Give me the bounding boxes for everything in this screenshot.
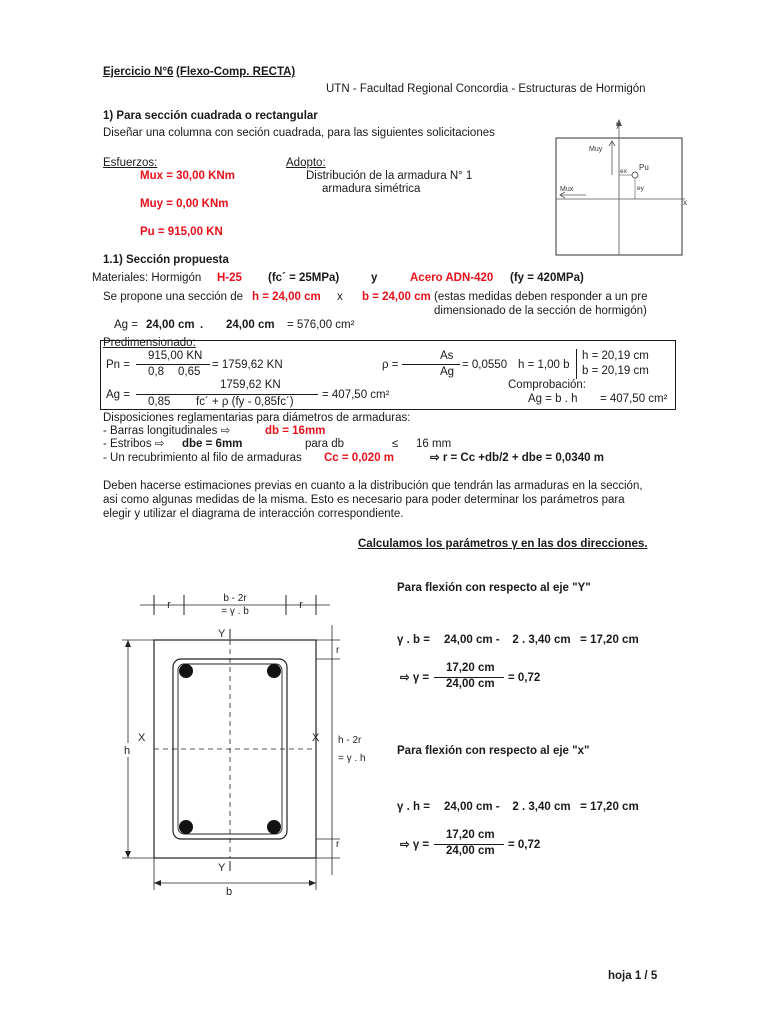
flex-y-result: = 0,72 — [508, 672, 541, 684]
pu-point — [632, 172, 638, 178]
X-right-label: X — [312, 732, 320, 744]
exercise-subtitle: (Flexo-Comp. RECTA) — [176, 66, 296, 78]
rho-label: ρ = — [382, 359, 399, 371]
section11-heading: 1.1) Sección propuesta — [103, 254, 229, 266]
r-top-left: r — [167, 599, 171, 611]
r-right-top: r — [336, 645, 340, 656]
predim-title: Predimensionado: — [103, 337, 196, 349]
ex-label: ex — [620, 168, 627, 175]
comprobacion-result: = 407,50 cm² — [600, 393, 668, 405]
flex-x-title: Para flexión con respecto al eje "x" — [397, 745, 590, 757]
flex-x-denominator: 24,00 cm — [446, 845, 495, 857]
comprobacion-label: Comprobación: — [508, 379, 586, 391]
flex-x-eq: 24,00 cm - 2 . 3,40 cm = 17,20 cm — [444, 801, 639, 813]
column-section-diagram — [100, 585, 380, 900]
barras-label: - Barras longitudinales ⇨ — [103, 425, 231, 437]
times-sign: x — [337, 291, 343, 303]
section1-heading: 1) Para sección cuadrada o rectangular — [103, 110, 318, 122]
fy-value: (fy = 420MPa) — [510, 272, 584, 284]
propone-label: Se propone una sección de — [103, 291, 244, 303]
flex-y-eq-label: γ . b = — [397, 634, 430, 646]
disposiciones-title: Disposiciones reglamentarias para diámetros de armaduras: — [103, 412, 411, 424]
paragraph-line3: elegir y utilizar el diagrama de interacción correspondiente. — [103, 508, 404, 520]
b-proposed: b = 24,00 cm — [362, 291, 431, 303]
b-result: b = 20,19 cm — [582, 365, 649, 377]
materiales-label: Materiales: Hormigón — [92, 272, 202, 284]
le-sign: ≤ — [392, 438, 399, 450]
h-arrow-bottom — [125, 851, 131, 858]
rebar-bottom-right — [267, 820, 281, 834]
mux-value: Mux = 30,00 KNm — [140, 170, 235, 182]
h-proposed: h = 24,00 cm — [252, 291, 321, 303]
cc-value: Cc = 0,020 m — [324, 452, 395, 464]
ag-dim-b: 24,00 cm — [226, 319, 275, 331]
flex-x-gamma-label: ⇨ γ = — [400, 839, 430, 851]
h2r-label: h - 2r — [338, 735, 362, 746]
Y-top-label: Y — [218, 628, 226, 640]
hb-relation: h = 1,00 b — [518, 359, 570, 371]
b-label: b — [226, 886, 233, 898]
comprobacion-eq: Ag = b . h — [528, 393, 578, 405]
db-limit: 16 mm — [416, 438, 452, 450]
r-equation: ⇨ r = Cc +db/2 + dbe = 0,0340 m — [430, 452, 604, 464]
ag-label: Ag = — [114, 319, 138, 331]
adopto-line2: armadura simétrica — [322, 183, 421, 195]
Y-bottom-label: Y — [218, 862, 226, 874]
b-arrow-left — [154, 880, 161, 886]
r-right-bottom: r — [336, 839, 340, 850]
esfuerzos-label: Esfuerzos: — [103, 157, 158, 169]
section1-intro: Diseñar una columna con seción cuadrada, para las siguientes solicitaciones — [103, 127, 495, 139]
flex-x-result: = 0,72 — [508, 839, 541, 851]
muy-diagram-label: Muy — [589, 146, 603, 153]
flex-x-numerator: 17,20 cm — [446, 829, 495, 841]
ag-den-a: 0,85 — [148, 396, 171, 408]
ag-numerator: 1759,62 KN — [220, 379, 281, 391]
flex-y-gamma-label: ⇨ γ = — [400, 672, 430, 684]
db-value: db = 16mm — [265, 425, 326, 437]
exercise-title: Ejercicio N°6 — [103, 66, 174, 78]
ag-dim-a: 24,00 cm — [146, 319, 195, 331]
pn-label: Pn = — [106, 359, 130, 371]
adopto-label: Adopto: — [286, 157, 326, 169]
institution: UTN - Facultad Regional Concordia - Estructuras de Hormigón — [326, 83, 646, 95]
r-top-right: r — [299, 599, 303, 611]
rebar-bottom-left — [179, 820, 193, 834]
h-arrow-top — [125, 640, 131, 647]
concrete-grade: H-25 — [217, 272, 242, 284]
moment-axes-diagram — [540, 115, 700, 265]
ey-label: ey — [637, 185, 644, 192]
hb-brace — [576, 349, 577, 379]
note-line1: (estas medidas deben responder a un pre — [434, 291, 648, 303]
b2r-label: b - 2r — [223, 593, 247, 604]
recubrimiento-label: - Un recubrimiento al filo de armaduras — [103, 452, 302, 464]
paragraph-line1: Deben hacerse estimaciones previas en cuanto a la distribución que tendrán las armaduras en la sección, — [103, 480, 643, 492]
estribos-label: - Estribos ⇨ — [103, 438, 165, 450]
ag-result: = 576,00 cm² — [287, 319, 355, 331]
flex-y-eq: 24,00 cm - 2 . 3,40 cm = 17,20 cm — [444, 634, 639, 646]
h-label: h — [124, 745, 131, 757]
fc-value: (fc´ = 25MPa) — [268, 272, 340, 284]
ag-den-b: fc´ + ρ (fy - 0,85fc´) — [196, 396, 294, 408]
X-left-label: X — [138, 732, 146, 744]
rebar-top-right — [267, 664, 281, 678]
adopto-line1: Distribución de la armadura N° 1 — [306, 170, 473, 182]
h-result: h = 20,19 cm — [582, 350, 649, 362]
pu-value: Pu = 915,00 KN — [140, 226, 223, 238]
b-arrow-right — [309, 880, 316, 886]
rho-denominator: Ag — [440, 366, 455, 378]
page-number: hoja 1 / 5 — [608, 970, 658, 982]
and-label: y — [371, 272, 378, 284]
pu-diagram-label: Pu — [639, 163, 649, 172]
pn-den-b: 0,65 — [178, 366, 201, 378]
pn-fraction-bar — [136, 364, 210, 365]
y-axis-label: y — [616, 120, 620, 129]
ag-predim-result: = 407,50 cm² — [322, 389, 390, 401]
steel-grade: Acero ADN-420 — [410, 272, 494, 284]
para-db: para db — [305, 438, 345, 450]
flex-y-numerator: 17,20 cm — [446, 662, 495, 674]
pn-den-a: 0,8 — [148, 366, 164, 378]
ag-dot: . — [200, 319, 204, 331]
gamma-h-label: = γ . h — [338, 753, 366, 764]
pn-numerator: 915,00 KN — [148, 350, 203, 362]
muy-value: Muy = 0,00 KNm — [140, 198, 229, 210]
flex-y-title: Para flexión con respecto al eje "Y" — [397, 582, 591, 594]
calc-heading: Calculamos los parámetros γ en las dos direcciones. — [358, 538, 648, 550]
rho-result: = 0,0550 — [462, 359, 508, 371]
ag-fraction-bar — [136, 394, 318, 395]
flex-x-eq-label: γ . h = — [397, 801, 430, 813]
rebar-top-left — [179, 664, 193, 678]
rho-numerator: As — [440, 350, 454, 362]
x-axis-label: x — [683, 198, 687, 207]
dbe-value: dbe = 6mm — [182, 438, 243, 450]
rho-fraction-bar — [402, 364, 460, 365]
note-line2: dimensionado de la sección de hormigón) — [434, 305, 647, 317]
mux-diagram-label: Mux — [560, 186, 574, 193]
pn-result: = 1759,62 KN — [212, 359, 283, 371]
flex-y-denominator: 24,00 cm — [446, 678, 495, 690]
paragraph-line2: asi como algunas medidas de la misma. Esto es necesario para poder determinar los parámetros para — [103, 494, 625, 506]
ag-predim-label: Ag = — [106, 389, 130, 401]
gamma-b-label: = γ . b — [221, 606, 249, 617]
